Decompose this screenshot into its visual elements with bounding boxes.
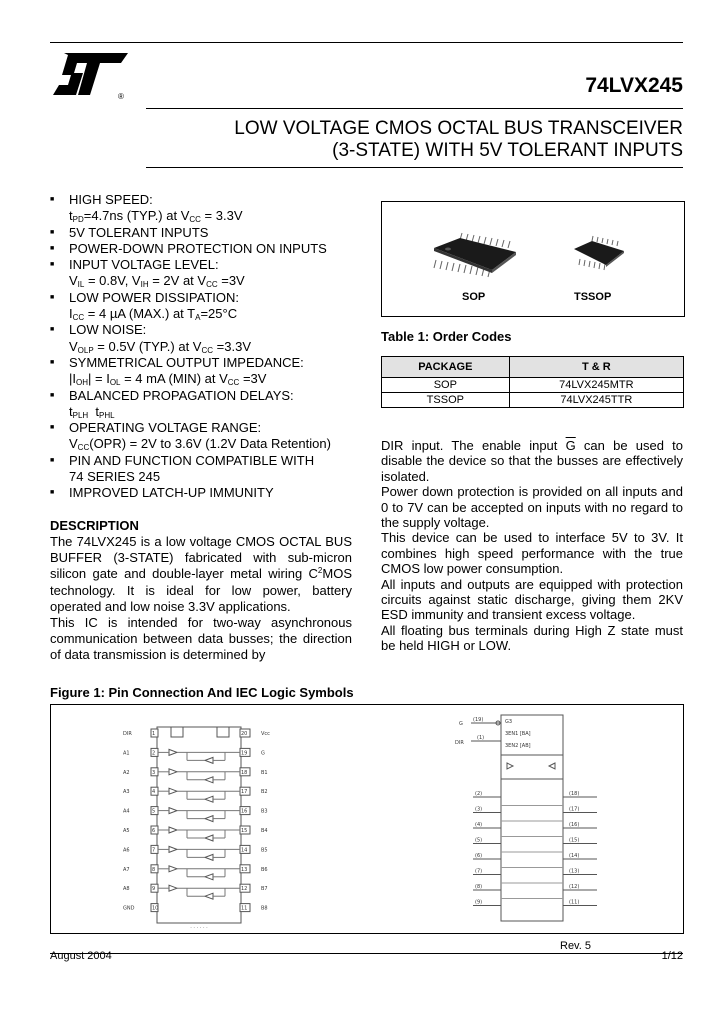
buffer-a-to-b bbox=[169, 866, 177, 872]
pin-connection-diagram bbox=[121, 723, 291, 931]
iec-g-pin: (19) bbox=[473, 717, 484, 723]
buffer-a-to-b bbox=[169, 885, 177, 891]
feature-item: ■ LOW NOISE: bbox=[50, 322, 147, 338]
iec-b-pin: (15) bbox=[569, 837, 580, 844]
page-number: 1/12 bbox=[661, 950, 683, 962]
feature-item: ■ OPERATING VOLTAGE RANGE: bbox=[50, 420, 262, 436]
pin-label-left: A8 bbox=[123, 886, 130, 893]
pin-number-left: 5 bbox=[152, 808, 156, 815]
pin-number-left: 2 bbox=[152, 750, 156, 757]
table-cell: TSSOP bbox=[382, 393, 510, 408]
pin-number-left: 3 bbox=[152, 769, 156, 776]
table-row bbox=[382, 378, 684, 393]
pin-label-right: B6 bbox=[261, 866, 268, 873]
pin-number-left: 6 bbox=[152, 828, 156, 834]
feature-item: ■ 5V TOLERANT INPUTS bbox=[50, 224, 209, 240]
pin-number-right: 19 bbox=[241, 750, 248, 757]
description-paragraph-5: This device can be used to interface 5V to 3V. It combines high speed performance with the true CMOS low power consumption. bbox=[381, 530, 683, 577]
registered-mark: ® bbox=[118, 92, 124, 101]
pin-label-left: A3 bbox=[123, 789, 130, 796]
buffer-b-to-a bbox=[205, 874, 213, 880]
figure-box bbox=[50, 704, 684, 934]
pin-label-right: B1 bbox=[261, 769, 268, 776]
package-images bbox=[381, 201, 685, 317]
buffer-a-to-b bbox=[169, 808, 177, 814]
order-codes-table bbox=[381, 356, 684, 408]
pin-label-right: B3 bbox=[261, 808, 268, 815]
sop-label: SOP bbox=[462, 291, 486, 303]
iec-a-pin: (2) bbox=[475, 791, 483, 797]
feature-detail: $t_{PLH}$ $t_{PHL}$ bbox=[69, 403, 115, 420]
table-caption: Table 1: Order Codes bbox=[381, 329, 512, 344]
feature-item: ■ PIN AND FUNCTION COMPATIBLE WITH bbox=[50, 452, 315, 468]
feature-detail: $V_{IL} = 0.8V$, $V_{IH} = 2V$ at $V_{CC} =3V$ bbox=[69, 273, 245, 290]
part-number: 74LVX245 bbox=[585, 74, 683, 97]
pin-label-left: DIR bbox=[123, 731, 132, 737]
iec-3en1: 3EN1 [BA] bbox=[505, 731, 531, 737]
description-text bbox=[50, 534, 352, 664]
figure-caption: Figure 1: Pin Connection And IEC Logic Symbols bbox=[50, 685, 354, 700]
iec-a-pin: (6) bbox=[475, 853, 483, 859]
pin-label-right: Vcc bbox=[261, 731, 270, 737]
iec-b-pin: (12) bbox=[569, 884, 580, 890]
iec-a-pin: (8) bbox=[475, 884, 483, 890]
buffer-a-to-b bbox=[169, 769, 177, 775]
feature-detail: $t_{PD}=4.7ns$ (TYP.) at $V_{CC} = 3.3V$ bbox=[69, 208, 243, 225]
pin-number-left: 10 bbox=[152, 905, 159, 912]
iec-b-pin: (17) bbox=[569, 806, 580, 813]
title-line-2: (3-STATE) WITH 5V TOLERANT INPUTS bbox=[332, 140, 683, 161]
feature-detail: $V_{OLP} = 0.5V$ (TYP.) at $V_{CC} =3.3V$ bbox=[69, 338, 251, 355]
description-paragraph-3: DIR input. The enable input $\overline{G}$ can be used to disable the device so that the busses are effectively isolated. bbox=[381, 438, 683, 484]
table-cell: 74LVX245TTR bbox=[509, 393, 683, 408]
pin-number-left: 9 bbox=[152, 886, 156, 893]
feature-item: ■ IMPROVED LATCH-UP IMMUNITY bbox=[50, 485, 274, 501]
table-header-package: PACKAGE bbox=[382, 357, 510, 378]
table-header-row bbox=[382, 357, 684, 378]
pin-number-left: 1 bbox=[152, 731, 156, 737]
iec-g-label: G bbox=[459, 721, 463, 727]
svg-text:· · · · · ·: · · · · · · bbox=[190, 925, 208, 931]
iec-b-pin: (14) bbox=[569, 853, 580, 859]
buffer-a-to-b bbox=[169, 749, 177, 755]
sop-package-image bbox=[426, 230, 526, 280]
feature-detail: $V_{CC}(OPR) = 2V$ to 3.6V (1.2V Data Retention) bbox=[69, 436, 331, 453]
table-cell: SOP bbox=[382, 378, 510, 393]
iec-a-pin: (4) bbox=[475, 822, 483, 828]
iec-b-pin: (11) bbox=[569, 899, 580, 906]
iec-b-pin: (18) bbox=[569, 791, 580, 797]
feature-item: ■ INPUT VOLTAGE LEVEL: bbox=[50, 257, 219, 273]
iec-a-pin: (5) bbox=[475, 837, 483, 844]
pin-number-left: 7 bbox=[152, 847, 156, 854]
iec-dir-pin: (1) bbox=[477, 735, 485, 741]
table-header-tr: T & R bbox=[509, 357, 683, 378]
pin-label-right: B7 bbox=[261, 886, 268, 893]
feature-detail: $|I_{OH}| = I_{OL} = 4$ mA (MIN) at $V_{CC} =3V$ bbox=[69, 371, 267, 388]
pin-label-right: B5 bbox=[261, 847, 268, 854]
description-paragraph-1: The 74LVX245 is a low voltage CMOS OCTAL BUS BUFFER (3-STATE) fabricated with sub-micron silicon gate and double-layer metal wiring $C^2MOS$ technology. It is ideal for low power, battery operated and low noise 3.3V applications. bbox=[50, 534, 352, 614]
buffer-b-to-a bbox=[205, 777, 213, 783]
pin-label-right: B4 bbox=[261, 828, 268, 834]
title-rule bbox=[146, 108, 683, 109]
pin-number-right: 17 bbox=[241, 789, 248, 796]
feature-item: ■ HIGH SPEED: bbox=[50, 192, 153, 207]
title-line-1: LOW VOLTAGE CMOS OCTAL BUS TRANSCEIVER bbox=[234, 118, 683, 139]
subtitle-rule bbox=[146, 167, 683, 168]
pin-label-left: A1 bbox=[123, 750, 130, 757]
feature-detail: 74 SERIES 245 bbox=[69, 469, 161, 485]
description-heading: DESCRIPTION bbox=[50, 518, 139, 533]
pin-label-right: B8 bbox=[261, 905, 268, 912]
iec-a-pin: (7) bbox=[475, 868, 483, 875]
pin-label-left: A4 bbox=[123, 808, 130, 815]
buffer-b-to-a bbox=[205, 796, 213, 802]
feature-item: ■ LOW POWER DISSIPATION: bbox=[50, 289, 239, 305]
feature-item: ■ BALANCED PROPAGATION DELAYS: bbox=[50, 387, 294, 403]
revision: Rev. 5 bbox=[560, 940, 591, 952]
table-cell: 74LVX245MTR bbox=[509, 378, 683, 393]
pin-number-left: 8 bbox=[152, 866, 156, 873]
feature-list bbox=[50, 192, 370, 502]
iec-3en2: 3EN2 [AB] bbox=[505, 743, 531, 749]
tssop-package-image bbox=[570, 235, 630, 275]
pin-number-right: 15 bbox=[241, 828, 248, 834]
buffer-b-to-a bbox=[205, 854, 213, 860]
iec-logic-symbol bbox=[451, 711, 631, 927]
pin-label-left: GND bbox=[123, 905, 135, 912]
buffer-a-to-b bbox=[169, 788, 177, 794]
top-rule bbox=[50, 42, 683, 43]
pin-number-right: 18 bbox=[241, 769, 248, 776]
table-row bbox=[382, 393, 684, 408]
pin-number-left: 4 bbox=[152, 789, 156, 796]
dir-gate bbox=[171, 727, 183, 737]
buffer-a-to-b bbox=[169, 846, 177, 852]
pin-number-right: 14 bbox=[241, 847, 248, 854]
iec-b-pin: (16) bbox=[569, 822, 580, 828]
description-paragraph-7: All floating bus terminals during High Z state must be held HIGH or LOW. bbox=[381, 622, 683, 654]
buffer-b-to-a bbox=[205, 757, 213, 763]
pin-label-right: G bbox=[261, 750, 265, 757]
pin-number-right: 13 bbox=[241, 866, 248, 873]
description-paragraph-6: All inputs and outputs are equipped with protection circuits against static discharge, giving them 2KV ESD immunity and transient excess voltage. bbox=[381, 576, 683, 623]
buffer-b-to-a bbox=[205, 816, 213, 822]
description-paragraph-4: Power down protection is provided on all inputs and 0 to 7V can be accepted on inputs with no regard to the supply voltage. bbox=[381, 484, 683, 531]
tssop-label: TSSOP bbox=[574, 291, 612, 303]
pin-label-left: A5 bbox=[123, 828, 130, 834]
footer-date: August 2004 bbox=[50, 950, 112, 962]
buffer-b-to-a bbox=[205, 893, 213, 899]
doc-title bbox=[123, 118, 683, 162]
buffer-a-to-b bbox=[169, 827, 177, 833]
feature-item: ■ SYMMETRICAL OUTPUT IMPEDANCE: bbox=[50, 354, 304, 370]
pin-number-right: 16 bbox=[241, 808, 248, 815]
buffer-b-to-a bbox=[205, 835, 213, 841]
description-paragraph-2: This IC is intended for two-way asynchronous communication between data busses; the direction of data transmission is determined by bbox=[50, 615, 352, 663]
feature-item: ■ POWER-DOWN PROTECTION ON INPUTS bbox=[50, 240, 327, 256]
footer-rule bbox=[50, 953, 683, 954]
iec-g3: G3 bbox=[505, 719, 513, 725]
iec-a-pin: (3) bbox=[475, 806, 483, 813]
pin-label-left: A2 bbox=[123, 769, 130, 776]
description-continued bbox=[381, 438, 683, 654]
iec-a-pin: (9) bbox=[475, 899, 483, 906]
pin-number-right: 11 bbox=[241, 905, 248, 912]
pin-label-left: A7 bbox=[123, 866, 130, 873]
iec-b-pin: (13) bbox=[569, 868, 580, 875]
pin-number-right: 20 bbox=[241, 731, 248, 737]
pin-label-right: B2 bbox=[261, 789, 268, 796]
feature-detail: $I_{CC} = 4$ µA (MAX.) at $T_A=25^\circ C$ bbox=[69, 306, 238, 323]
iec-dir-label: DIR bbox=[455, 740, 464, 746]
pin-label-left: A6 bbox=[123, 847, 130, 854]
enable-gate bbox=[217, 727, 229, 737]
pin-number-right: 12 bbox=[241, 886, 248, 893]
